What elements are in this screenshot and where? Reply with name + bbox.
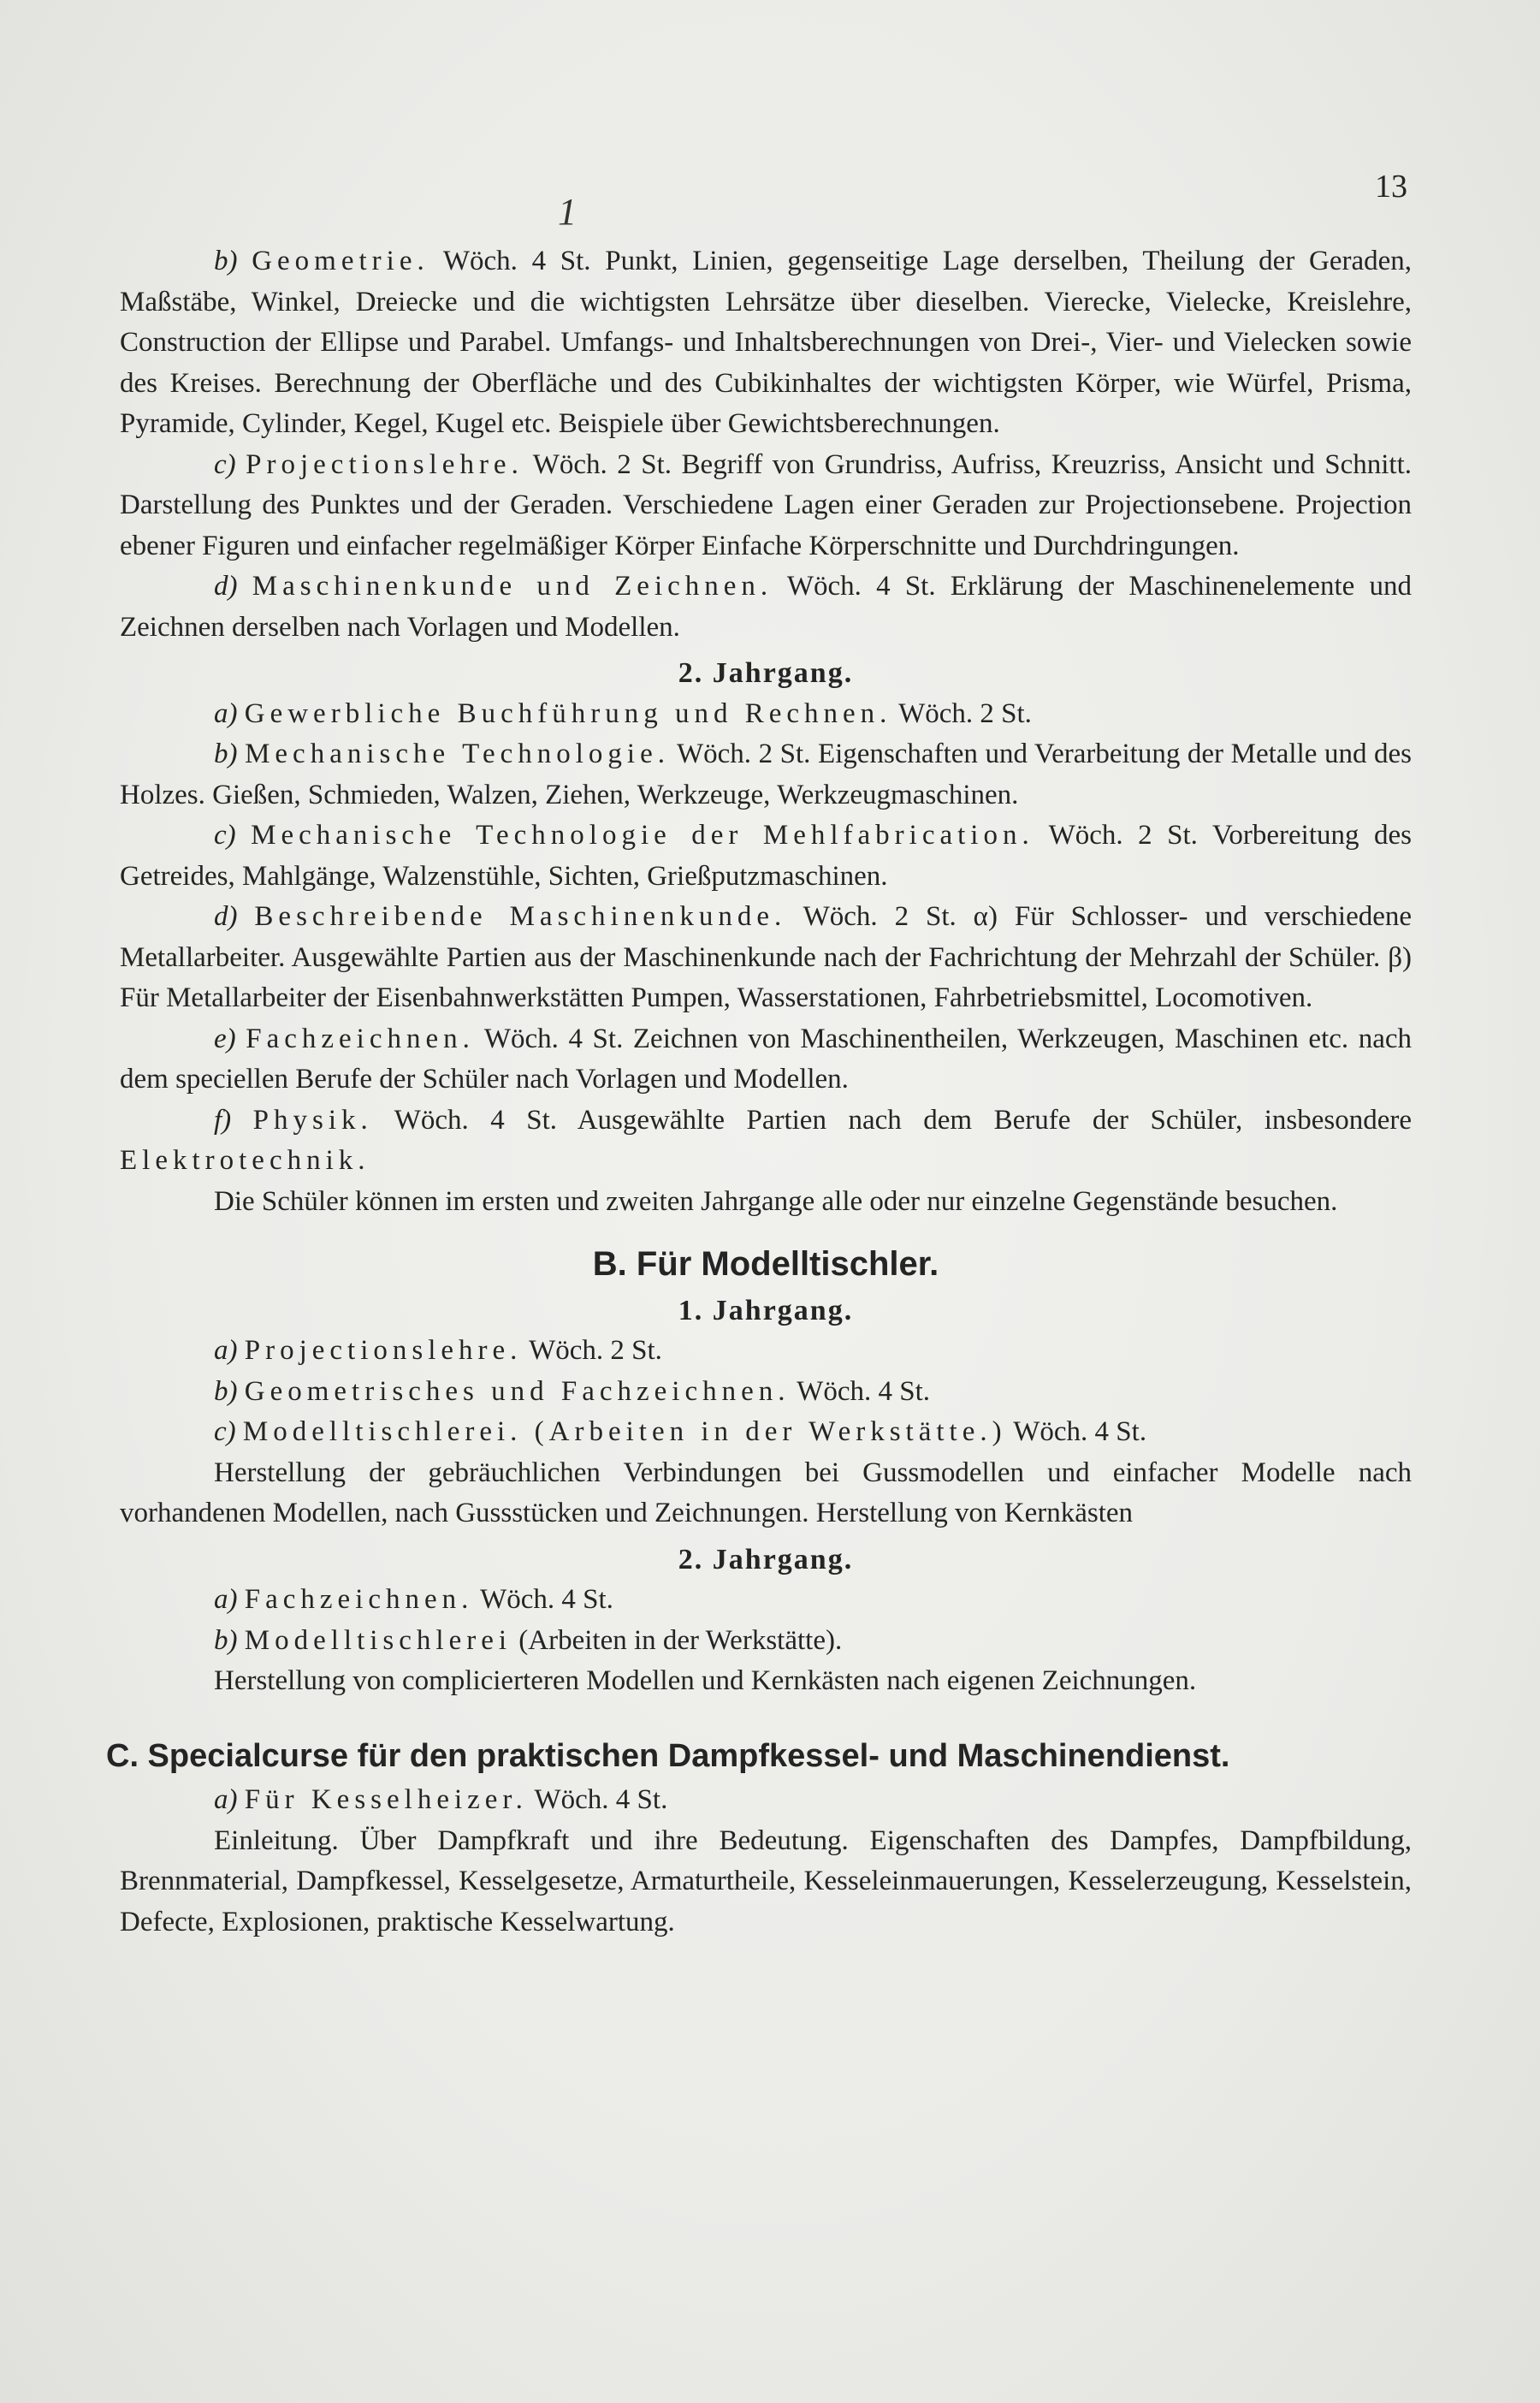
subject-title: Geometrie. [252, 246, 429, 276]
paragraph-mech-technologie [120, 734, 1412, 816]
paragraph-text: Die Schüler können im ersten und zweiten Jahrgange alle oder nur einzelne Gegenstände besuchen. [214, 1185, 1338, 1217]
subject-title: Projectionslehre. [244, 1335, 523, 1366]
item-label: d) [214, 901, 238, 932]
page-number: 13 [1375, 169, 1407, 205]
paragraph-maschinenkunde [120, 567, 1412, 648]
paragraph-text: Einleitung. Über Dampfkraft und ihre Bedeutung. Eigenschaften des Dampfes, Dampfbildung, Brennmaterial, Dampfkessel, Kesselgesetze, Armaturtheile, Kesseleinmauerungen, Kesselerzeugung, Kesselstein, Defecte, Explosionen, praktische Kesselwartung. [120, 1824, 1412, 1937]
list-item [120, 1372, 1412, 1413]
page-body [106, 241, 1413, 1943]
paragraph-text: Wöch. 4 St. [797, 1375, 930, 1407]
item-label: b) [214, 1624, 238, 1656]
subject-title: Beschreibende Maschinenkunde. [254, 901, 787, 932]
subject-title: Gewerbliche Buchführung und Rechnen. [244, 697, 892, 729]
item-label: b) [214, 246, 238, 276]
subject-title: Modelltischlerei [244, 1624, 512, 1656]
item-label: a) [214, 1584, 238, 1615]
subject-title: Fachzeichnen. [244, 1584, 474, 1615]
year-heading: 2. Jahrgang. [678, 1543, 854, 1575]
item-label: c) [214, 820, 236, 851]
item-label: a) [214, 1335, 238, 1366]
paragraph-note [120, 1182, 1412, 1223]
subject-title: Mechanische Technologie. [245, 739, 670, 769]
paragraph-b1 [120, 1453, 1412, 1534]
paragraph-physik [120, 1101, 1412, 1182]
subject-title: Modelltischlerei. (Arbeiten in der Werkstätte.) [242, 1416, 1007, 1447]
paragraph-mehlfabrication [120, 816, 1412, 897]
handwritten-mark: 1 [558, 191, 577, 233]
paragraph-text: Wöch. 4 St. Erklärung der Maschinenelemente und Zeichnen derselben nach Vorlagen und Modellen. [120, 571, 1412, 643]
subject-title: Physik. [252, 1104, 373, 1136]
paragraph-geometrie [120, 241, 1412, 445]
year-heading: 2. Jahrgang. [678, 657, 854, 689]
paragraph-text: Wöch. 2 St. Vorbereitung des Getreides, Mahlgänge, Walzenstühle, Sichten, Grießputzmaschinen. [120, 820, 1412, 892]
section-heading-b: B. Für Modelltischler. [592, 1245, 939, 1283]
paragraph-b2 [120, 1661, 1412, 1702]
paragraph-beschreibende-maschinenkunde [120, 897, 1412, 1019]
item-label: b) [214, 1375, 238, 1407]
subject-title: Mechanische Technologie der Mehlfabrication. [251, 820, 1034, 851]
subject-title: Für Kesselheizer. [244, 1784, 528, 1815]
list-item [120, 1331, 1412, 1372]
subject-title: Geometrisches und Fachzeichnen. [244, 1375, 791, 1407]
item-label: d) [214, 571, 238, 602]
paragraph-buchfuehrung [120, 694, 1412, 735]
item-label: a) [214, 697, 238, 729]
paragraph-text: Wöch. 4 St. Zeichnen von Maschinentheilen, Werkzeugen, Maschinen etc. nach dem speciellen Berufe der Schüler nach Vorlagen und Modellen. [120, 1023, 1412, 1095]
subject-title: Projectionslehre. [246, 448, 524, 480]
paragraph-text: Wöch. 2 St. Eigenschaften und Verarbeitung der Metalle und des Holzes. Gießen, Schmieden, Walzen, Ziehen, Werkzeuge, Werkzeugmaschinen. [120, 739, 1412, 810]
section-heading-c: C. Specialcurse für den praktischen Dampfkessel- und Maschinendienst. [106, 1737, 1230, 1774]
paragraph-text: Wöch. 4 St. Ausgewählte Partien nach dem Berufe der Schüler, insbesondere [394, 1104, 1412, 1136]
paragraph-text: Wöch. 4 St. Punkt, Linien, gegenseitige Lage derselben, Theilung der Geraden, Maßstäbe, Winkel, Dreiecke und die wichtigsten Lehrsätze über dieselben. Vierecke, Vielecke, Kreislehre, Construction der Ellipse und Parabel. Umfangs- und Inhaltsberechnungen von Drei-, Vier- und Vielecken sowie des Kreises. Berechnung der Oberfläche und des Cubikinhaltes der wichtigsten Körper, wie Würfel, Prisma, Pyramide, Cylinder, Kegel, Kugel etc. Beispiele über Gewichtsberechnungen. [120, 246, 1413, 439]
paragraph-text: Wöch. 2 St. [898, 697, 1032, 729]
list-item [120, 1780, 1412, 1821]
list-item [120, 1412, 1412, 1453]
list-item [120, 1580, 1412, 1621]
spaced-term: Elektrotechnik. [120, 1145, 370, 1176]
paragraph-c [120, 1821, 1412, 1943]
subject-title: Maschinenkunde und Zeichnen. [252, 571, 773, 602]
paragraph-text: Wöch. 4 St. [534, 1784, 668, 1815]
list-item [120, 1621, 1412, 1662]
paragraph-fachzeichnen [120, 1019, 1412, 1101]
item-label: e) [214, 1023, 236, 1054]
item-label: a) [214, 1784, 238, 1815]
paragraph-text: Wöch. 2 St. α) Für Schlosser- und verschiedene Metallarbeiter. Ausgewählte Partien aus der Maschinenkunde nach der Fachrichtung der Mehrzahl der Schüler. β) Für Metallarbeiter der Eisenbahnwerkstätten Pumpen, Wasserstationen, Fahrbetriebsmittel, Locomotiven. [120, 901, 1413, 1013]
paragraph-text: Herstellung der gebräuchlichen Verbindungen bei Gussmodellen und einfacher Modelle nach vorhandenen Modellen, nach Gussstücken und Zeichnungen. Herstellung von Kernkästen [120, 1457, 1412, 1528]
paragraph-projectionslehre [120, 445, 1412, 567]
paragraph-text: Wöch. 4 St. [480, 1584, 613, 1615]
item-label: b) [214, 739, 238, 769]
paragraph-text: (Arbeiten in der Werkstätte). [518, 1624, 843, 1656]
year-heading: 1. Jahrgang. [678, 1294, 854, 1326]
paragraph-text: Wöch. 2 St. [529, 1335, 662, 1366]
subject-title: Fachzeichnen. [246, 1023, 475, 1054]
item-label: c) [214, 1416, 236, 1447]
item-label: f) [214, 1104, 232, 1136]
paragraph-text: Wöch. 2 St. Begriff von Grundriss, Aufriss, Kreuzriss, Ansicht und Schnitt. Darstellung des Punktes und der Geraden. Verschiedene Lagen einer Geraden zur Projectionsebene. Projection ebener Figuren und einfacher regelmäßiger Körper Einfache Körperschnitte und Durchdringungen. [120, 448, 1413, 561]
item-label: c) [214, 448, 236, 480]
paragraph-text: Wöch. 4 St. [1013, 1416, 1147, 1447]
paragraph-text: Herstellung von complicierteren Modellen und Kernkästen nach eigenen Zeichnungen. [214, 1665, 1197, 1696]
